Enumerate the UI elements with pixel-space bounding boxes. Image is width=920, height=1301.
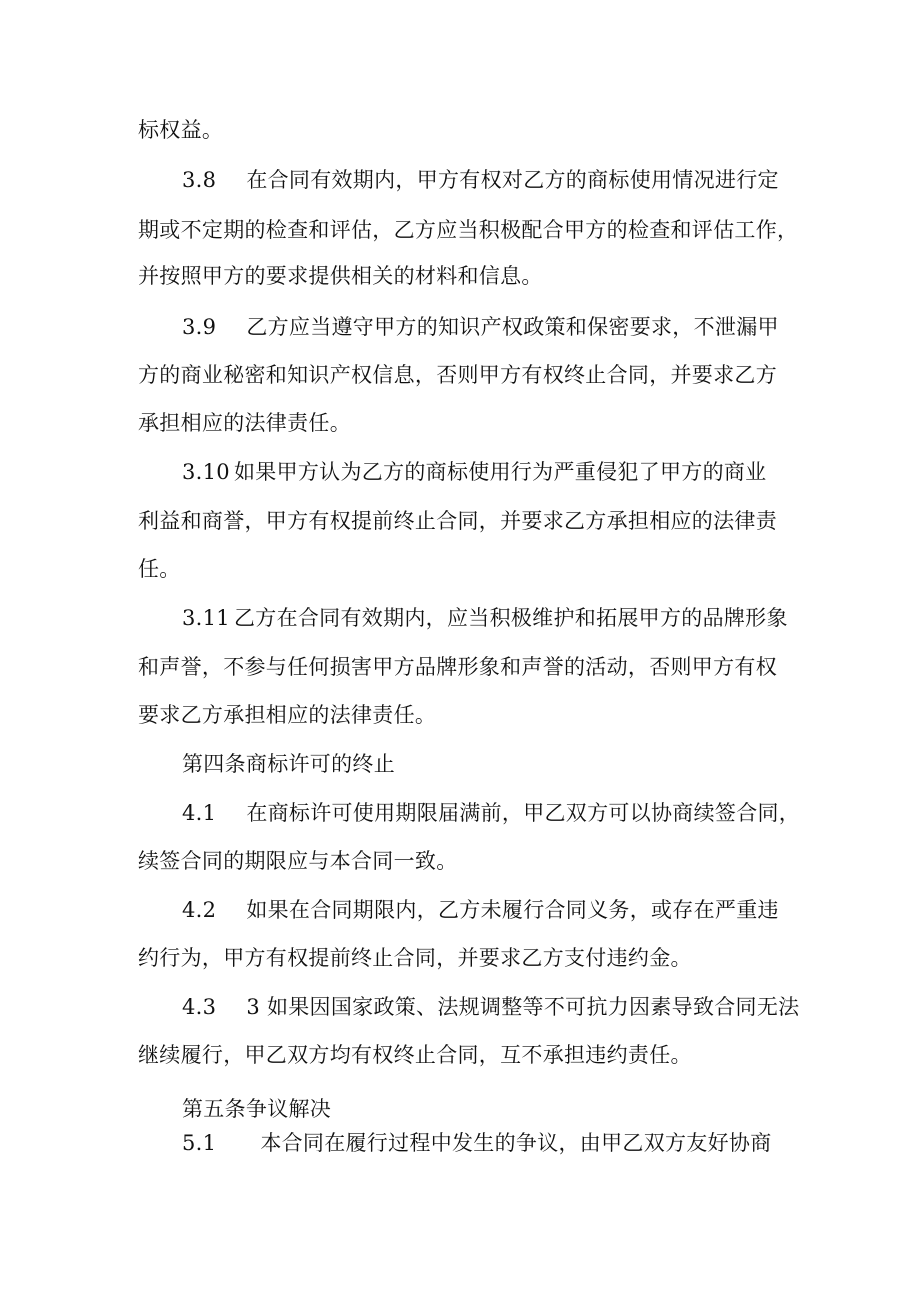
line-text: 约行为，甲方有权提前终止合同，并要求乙方支付违约金。: [138, 946, 692, 970]
line-text: 乙方在合同有效期内，应当积极维护和拓展甲方的品牌形象: [233, 606, 788, 630]
line-text: 并按照甲方的要求提供相关的材料和信息。: [138, 264, 543, 288]
line-text: 如果甲方认为乙方的商标使用行为严重侵犯了甲方的商业: [233, 460, 767, 484]
clause-number: 4.2: [182, 898, 217, 922]
clause-number: 3.9: [182, 315, 217, 339]
line-text: 期或不定期的检查和评估，乙方应当积极配合甲方的检查和评估工作，: [138, 218, 799, 242]
clause-number: 5.1: [182, 1131, 217, 1155]
line-text: 任。: [138, 557, 181, 581]
clause-4-2-first-line: [182, 896, 779, 924]
text-line: [138, 262, 543, 290]
clause-3-9-first-line: [182, 313, 779, 341]
line-text: 3 如果因国家政策、法规调整等不可抗力因素导致合同无法: [246, 995, 800, 1019]
line-text: 续签合同的期限应与本合同一致。: [138, 849, 458, 873]
clause-number: 4.1: [182, 801, 217, 825]
text-line: [138, 555, 181, 583]
line-text: 在商标许可使用期限届满前，甲乙双方可以协商续签合同，: [246, 801, 801, 825]
section-heading-4: [182, 750, 395, 778]
clause-5-1-first-line: [182, 1129, 772, 1157]
text-line: [138, 507, 777, 535]
text-line: [138, 701, 436, 729]
line-text: 本合同在履行过程中发生的争议，由甲乙双方友好协商: [260, 1131, 772, 1155]
line-text: 标权益。: [138, 118, 224, 142]
line-text: 继续履行，甲乙双方均有权终止合同，互不承担违约责任。: [138, 1043, 692, 1067]
text-line: [138, 216, 798, 244]
line-text: 方的商业秘密和知识产权信息，否则甲方有权终止合同，并要求乙方: [138, 363, 777, 387]
clause-number: 3.11: [182, 606, 230, 630]
clause-number: 3.10: [182, 460, 230, 484]
clause-number: 3.8: [182, 168, 217, 192]
section-heading-5: [182, 1095, 331, 1123]
clause-3-11-first-line: [182, 604, 788, 632]
text-line: [138, 847, 458, 875]
line-text: 和声誉，不参与任何损害甲方品牌形象和声誉的活动，否则甲方有权: [138, 655, 777, 679]
line-text: 乙方应当遵守甲方的知识产权政策和保密要求，不泄漏甲: [246, 315, 779, 339]
heading-text: 第四条商标许可的终止: [182, 752, 395, 776]
text-line: [138, 116, 223, 144]
line-text: 利益和商誉，甲方有权提前终止合同，并要求乙方承担相应的法律责: [138, 509, 777, 533]
clause-number: 4.3: [182, 995, 217, 1019]
text-line: [138, 944, 692, 972]
line-text: 承担相应的法律责任。: [138, 411, 351, 435]
text-line: [138, 361, 777, 389]
clause-3-10-first-line: [182, 458, 766, 486]
text-line: [138, 409, 351, 437]
line-text: 如果在合同期限内，乙方未履行合同义务，或存在严重违: [246, 898, 779, 922]
clause-4-1-first-line: [182, 799, 800, 827]
text-line: [138, 1041, 692, 1069]
text-line: [138, 653, 777, 681]
line-text: 要求乙方承担相应的法律责任。: [138, 703, 437, 727]
heading-text: 第五条争议解决: [182, 1097, 332, 1121]
line-text: 在合同有效期内，甲方有权对乙方的商标使用情况进行定: [246, 168, 779, 192]
clause-3-8-first-line: [182, 166, 779, 194]
clause-4-3-first-line: [182, 993, 799, 1021]
